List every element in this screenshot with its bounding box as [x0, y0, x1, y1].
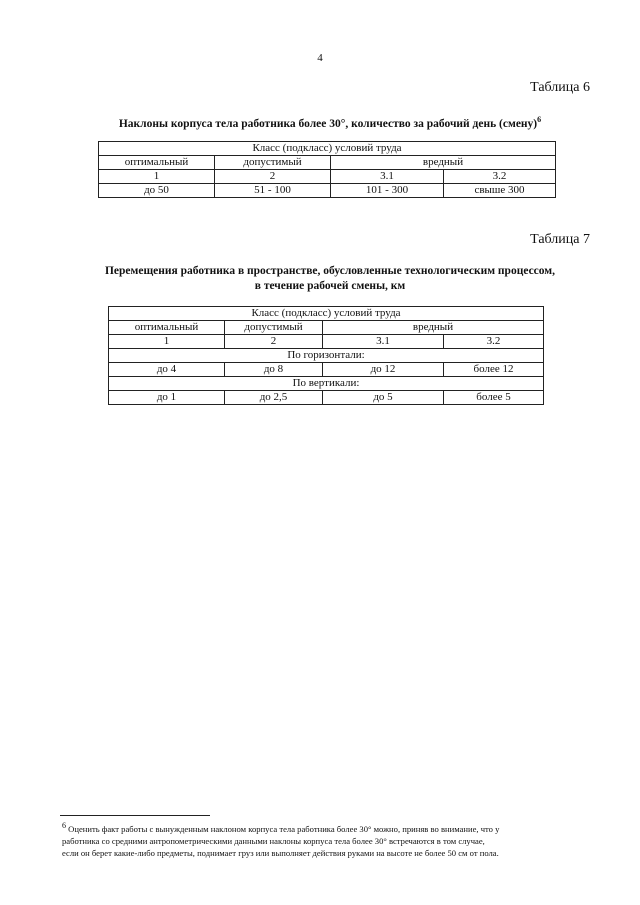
table-cell: допустимый [225, 321, 323, 335]
footnote [62, 820, 592, 859]
table-cell: более 5 [444, 391, 544, 405]
footnote-marker: 6 [62, 821, 66, 830]
table-cell: более 12 [444, 363, 544, 377]
table-row [109, 307, 544, 321]
table-7 [108, 306, 544, 405]
table-cell: 3.2 [444, 170, 556, 184]
table-cell: 1 [99, 170, 215, 184]
table-7-caption-line: Перемещения работника в пространстве, обусловленные технологическим процессом, [104, 265, 556, 277]
table-6-label: Таблица 6 [530, 80, 590, 95]
table-cell: до 1 [109, 391, 225, 405]
footnote-text: Оценить факт работы с вынужденным наклоном корпуса тела работника более 30° можно, приняв во внимание, что у [68, 823, 500, 834]
table-cell: 1 [109, 335, 225, 349]
footnote-line: работника со средними антропометрическими данными наклоны корпуса тела более 30° встречаются в том случае, [62, 835, 485, 846]
table-row [99, 156, 556, 170]
table-cell: 51 - 100 [215, 184, 331, 198]
table-row [109, 377, 544, 391]
table-row [109, 391, 544, 405]
table-6 [98, 141, 556, 198]
section-title-horizontal: По горизонтали: [109, 349, 544, 363]
table-cell: оптимальный [109, 321, 225, 335]
table-row [109, 321, 544, 335]
table-row [99, 170, 556, 184]
table-7-caption-line: в течение рабочей смены, км [254, 280, 406, 292]
table-cell: вредный [331, 156, 556, 170]
table-cell: вредный [323, 321, 544, 335]
table-cell: до 5 [323, 391, 444, 405]
table-cell: свыше 300 [444, 184, 556, 198]
footnote-line: если он берет какие-либо предметы, поднимает груз или выполняет действия руками на высоте не более 50 см от пола. [62, 847, 499, 858]
section-title-vertical: По вертикали: [109, 377, 544, 391]
footnote-ref: 6 [537, 115, 542, 124]
table-cell: до 8 [225, 363, 323, 377]
footnote-line [62, 820, 592, 835]
table-header: Класс (подкласс) условий труда [99, 142, 556, 156]
table-header: Класс (подкласс) условий труда [109, 307, 544, 321]
table-cell: до 2,5 [225, 391, 323, 405]
table-cell: оптимальный [99, 156, 215, 170]
page-number: 4 [317, 52, 323, 64]
table-7-label: Таблица 7 [530, 232, 590, 247]
table-cell: 101 - 300 [331, 184, 444, 198]
table-cell: до 12 [323, 363, 444, 377]
table-cell: допустимый [215, 156, 331, 170]
table-row [109, 335, 544, 349]
table-7-caption [80, 264, 580, 294]
table-cell: до 50 [99, 184, 215, 198]
table-cell: 3.2 [444, 335, 544, 349]
table-row [99, 142, 556, 156]
footnote-divider [60, 815, 210, 816]
table-6-caption-text: Наклоны корпуса тела работника более 30°, количество за рабочий день (смену) [118, 117, 538, 130]
table-cell: 3.1 [323, 335, 444, 349]
table-cell: до 4 [109, 363, 225, 377]
table-cell: 2 [225, 335, 323, 349]
table-row [109, 363, 544, 377]
table-row [99, 184, 556, 198]
table-cell: 3.1 [331, 170, 444, 184]
table-6-caption [80, 112, 580, 132]
table-cell: 2 [215, 170, 331, 184]
table-row [109, 349, 544, 363]
